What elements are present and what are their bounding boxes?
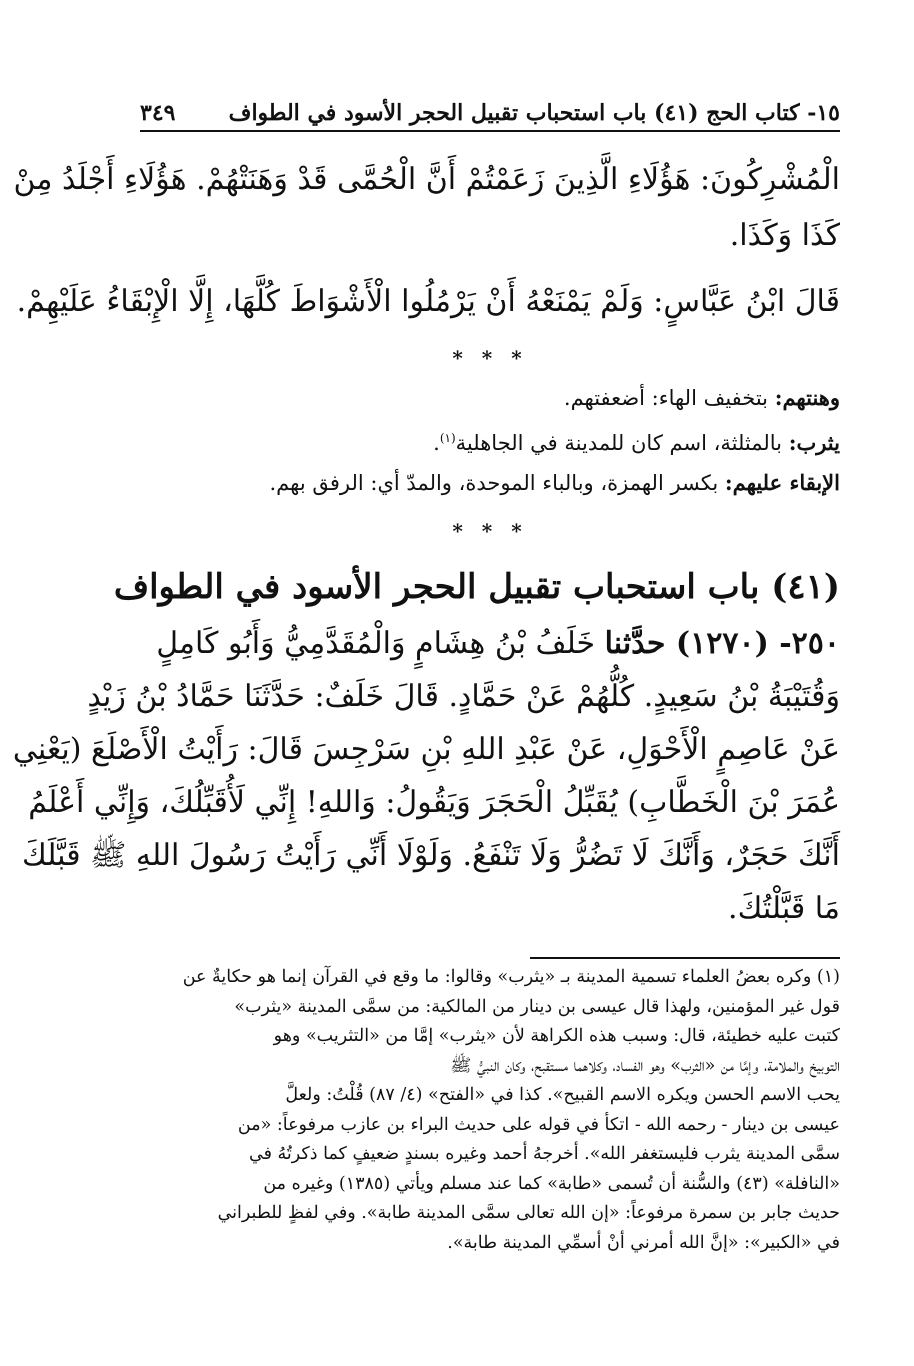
footnote-line: (١) وكره بعضُ العلماء تسمية المدينة بـ «يثرب» وقالوا: ما وقع في القرآن إنما هو حكايةٌ عن bbox=[182, 967, 840, 987]
gloss-text: بكسر الهمزة، وبالباء الموحدة، والمدّ أي: الرفق بهم. bbox=[269, 471, 725, 495]
gloss-term: الإبقاء عليهم: bbox=[724, 470, 840, 495]
gloss-entry bbox=[140, 378, 840, 418]
footnote-line: يحب الاسم الحسن ويكره الاسم القبيح». كذا في «الفتح» (٤/ ٨٧) قُلْتُ: ولعلَّ bbox=[285, 1085, 840, 1105]
footnote-line: حديث جابر بن سمرة مرفوعاً: «إن الله تعالى سمَّى المدينة طابة». وفي لفظٍ للطبراني bbox=[217, 1203, 840, 1223]
hadith-line: أَنَّكَ حَجَرٌ، وَأَنَّكَ لَا تَضُرُّ وَلَا تَنْفَعُ. وَلَوْلَا أَنِّي رَأَيْتُ رَسُولَ اللهِ ﷺ قَبَّلَكَ bbox=[21, 838, 840, 873]
gloss-term: وهنتهم: bbox=[774, 385, 840, 410]
body-line: الْمُشْرِكُونَ: هَؤُلَاءِ الَّذِينَ زَعَمْتُمْ أَنَّ الْحُمَّى قَدْ وَهَنَتْهُمْ. هَؤُلَاءِ أَجْلَدُ مِنْ bbox=[13, 162, 840, 197]
body-line: كَذَا وَكَذَا. bbox=[729, 218, 840, 253]
section-separator: * * * bbox=[452, 519, 528, 543]
hadith-line-text: خَلَفُ بْنُ هِشَامٍ وَالْمُقَدَّمِيُّ وَأَبُو كَامِلٍ bbox=[156, 626, 605, 661]
footnote-line: في «الكبير»: «إنَّ الله أمرني أنْ أسمِّي المدينة طابة». bbox=[447, 1232, 840, 1253]
footnote-line: عيسى بن دينار - رحمه الله - اتكأ في قوله على حديث البراء بن عازب مرفوعاً: «من bbox=[237, 1114, 840, 1135]
hadith-line: وَقُتَيْبَةُ بْنُ سَعِيدٍ. كُلُّهُمْ عَنْ حَمَّادٍ. قَالَ خَلَفٌ: حَدَّثَنَا حَمَّادُ بْنُ زَيْدٍ bbox=[87, 679, 840, 714]
footnote-line: «النافلة» (٤٣) والسُّنة أن تُسمى «طابة» كما عند مسلم ويأتي (١٣٨٥) وغيره من bbox=[263, 1173, 840, 1194]
footnote-line: قول غير المؤمنين، ولهذا قال عيسى بن دينار من المالكية: من سمَّى المدينة «يثرب» bbox=[234, 996, 840, 1017]
gloss-term: يثرب: bbox=[788, 430, 840, 455]
gloss-text: بالمثلثة، اسم كان للمدينة في الجاهلية bbox=[455, 431, 789, 455]
footnotes bbox=[140, 963, 840, 1258]
footnote-line: التوبيخ والملامة، وإمَّا من «الثرب» وهو الفساد، وكلاهما مستقبح، وكان النبيُّ ﷺ bbox=[450, 1055, 840, 1076]
header-title: ١٥- كتاب الحج (٤١) باب استحباب تقبيل الحجر الأسود في الطواف bbox=[228, 100, 840, 126]
gloss-entry bbox=[140, 418, 840, 463]
ibn-abbas-quote: قَالَ ابْنُ عَبَّاسٍ: وَلَمْ يَمْنَعْهُ أَنْ يَرْمُلُوا الْأَشْوَاطَ كُلَّهَا، إِلَّا الْإِبْقَاءُ عَلَيْهِمْ. bbox=[16, 284, 840, 319]
hadith-line bbox=[140, 617, 840, 670]
footnote-ref[interactable]: (١) bbox=[439, 431, 456, 445]
footnote-divider bbox=[530, 957, 840, 959]
footnote-line: كتبت عليه خطيئة، قال: وسبب هذه الكراهة لأن «يثرب» إمَّا من «التثريب» وهو bbox=[273, 1026, 840, 1046]
gloss-text: بتخفيف الهاء: أضعفتهم. bbox=[563, 386, 775, 410]
gloss-entry bbox=[140, 463, 840, 503]
hadith-line: عَنْ عَاصِمٍ الْأَحْوَلِ، عَنْ عَبْدِ اللهِ بْنِ سَرْجِسَ قَالَ: رَأَيْتُ الْأَصْلَعَ (يَعْنِي bbox=[12, 732, 840, 767]
gloss-tail: . bbox=[433, 431, 440, 455]
hadith-line: عُمَرَ بْنَ الْخَطَّابِ) يُقَبِّلُ الْحَجَرَ وَيَقُولُ: وَاللهِ! إِنِّي لَأُقَبِّلُكَ، وَإِنِّي أَعْلَمُ bbox=[28, 785, 840, 820]
book-page bbox=[12, 86, 840, 1258]
section-separator: * * * bbox=[452, 346, 528, 370]
running-header bbox=[140, 86, 840, 132]
hadith-line: مَا قَبَّلْتُكَ. bbox=[728, 891, 840, 926]
footnote-line: سمَّى المدينة يثرب فليستغفر الله». أخرجهُ أحمد وغيره بسندٍ ضعيفٍ كما ذكرتُهُ في bbox=[249, 1144, 840, 1164]
chapter-heading: (٤١) باب استحباب تقبيل الحجر الأسود في الطواف bbox=[113, 567, 840, 607]
hadith-text bbox=[12, 617, 840, 935]
hadith-number: ٢٥٠- (١٢٧٠) حدَّثنا bbox=[604, 626, 840, 661]
page-number: ٣٤٩ bbox=[140, 100, 176, 126]
